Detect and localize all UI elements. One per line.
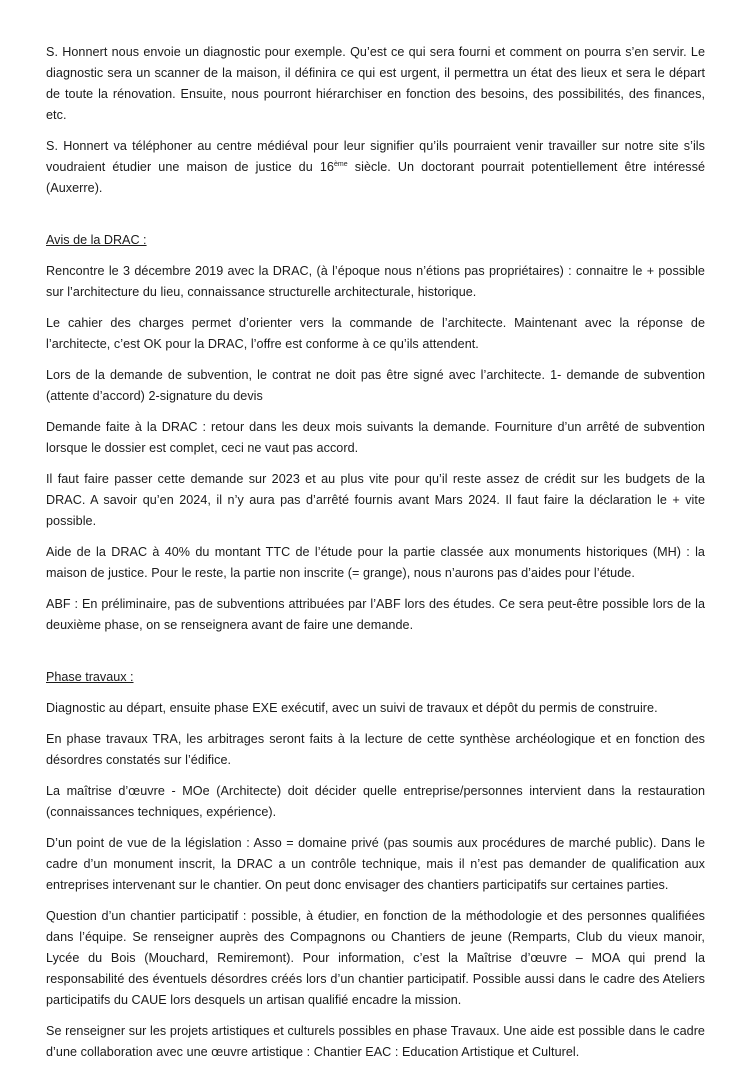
- superscript-eme: ème: [333, 161, 348, 168]
- paragraph-drac-7: ABF : En préliminaire, pas de subventions attribuées par l’ABF lors des études. Ce sera peut-être possible lors de la deuxième phase, on se renseignera avant de faire une demande.: [46, 597, 705, 632]
- paragraph-centre-medieval-end: siècle. Un doctorant pourrait potentiellement être intéressé (Auxerre).: [46, 160, 705, 195]
- paragraph-drac-1: Rencontre le 3 décembre 2019 avec la DRAC, (à l’époque nous n’étions pas propriétaires) : connaitre le + possible sur l’architecture du lieu, connaissance structurelle architecturale, historique.: [46, 264, 705, 299]
- paragraph-drac-6: Aide de la DRAC à 40% du montant TTC de l’étude pour la partie classée aux monuments historiques (MH) : la maison de justice. Pour le reste, la partie non inscrite (= grange), nous n’aurons pas d’aides pour l’étude.: [46, 545, 705, 580]
- heading-avis-drac: Avis de la DRAC :: [46, 233, 147, 247]
- paragraph-travaux-2: En phase travaux TRA, les arbitrages seront faits à la lecture de cette synthèse archéologique et en fonction des désordres constatés sur l’édifice.: [46, 732, 705, 767]
- paragraph-drac-5: Il faut faire passer cette demande sur 2023 et au plus vite pour qu’il reste assez de crédit sur les budgets de la DRAC. A savoir qu’en 2024, il n’y aura pas d’arrêté fournis avant Mars 2024. Il faut faire la déclaration le + vite possible.: [46, 472, 705, 528]
- paragraph-drac-3: Lors de la demande de subvention, le contrat ne doit pas être signé avec l’architecte. 1- demande de subvention (attente d’accord) 2-signature du devis: [46, 368, 705, 403]
- paragraph-travaux-4: D’un point de vue de la législation : Asso = domaine privé (pas soumis aux procédures de marché public). Dans le cadre d’un monument inscrit, la DRAC a un contrôle technique, mais il n’est pas demander de qualification aux entreprises intervenant sur le chantier. On peut donc envisager des chantiers participatifs sur certaines parties.: [46, 836, 705, 892]
- paragraph-travaux-1: Diagnostic au départ, ensuite phase EXE exécutif, avec un suivi de travaux et dépôt du permis de construire.: [46, 701, 658, 715]
- paragraph-diagnostic: S. Honnert nous envoie un diagnostic pour exemple. Qu’est ce qui sera fourni et comment on pourra s’en servir. Le diagnostic sera un scanner de la maison, il définira ce qui est urgent, il permettra un état des lieux et sera le départ de toute la rénovation. Ensuite, nous pourront hiérarchiser en fonction des besoins, des possibilités, des finances, etc.: [46, 45, 705, 122]
- paragraph-drac-4: Demande faite à la DRAC : retour dans les deux mois suivants la demande. Fourniture d’un arrêté de subvention lorsque le dossier est complet, ceci ne vaut pas accord.: [46, 420, 705, 455]
- heading-phase-travaux: Phase travaux :: [46, 670, 134, 684]
- section-spacer: [46, 209, 705, 230]
- paragraph-travaux-3: La maîtrise d’œuvre - MOe (Architecte) doit décider quelle entreprise/personnes intervient dans la restauration (connaissances techniques, expérience).: [46, 784, 705, 819]
- paragraph-travaux-5: Question d’un chantier participatif : possible, à étudier, en fonction de la méthodologie et des personnes qualifiées dans l’équipe. Se renseigner auprès des Compagnons ou Chantiers de jeune (Remparts, Club du vieux manoir, Lycée du Bois (Mouchard, Remiremont). Pour information, c’est la Maîtrise d’œuvre – MOA qui prend la responsabilité des éventuels désordres créés lors d’un chantier participatif. Possible aussi dans le cadre des Ateliers participatifs du CAUE lors desquels un artisan qualifié encadre la mission.: [46, 909, 705, 1007]
- paragraph-centre-medieval-start: S. Honnert va téléphoner au centre médiéval pour leur signifier qu’ils pourraient venir travailler sur notre site s’ils voudraient étudier une maison de justice du 16: [46, 139, 705, 174]
- paragraph-centre-medieval: [46, 136, 705, 199]
- document-page: [46, 42, 705, 1073]
- paragraph-travaux-6: Se renseigner sur les projets artistiques et culturels possibles en phase Travaux. Une aide est possible dans le cadre d’une collaboration avec une œuvre artistique : Chantier EAC : Education Artistique et Culturel.: [46, 1024, 705, 1059]
- section-spacer: [46, 646, 705, 667]
- paragraph-drac-2: Le cahier des charges permet d’orienter vers la commande de l’architecte. Maintenant avec la réponse de l’architecte, c’est OK pour la DRAC, l’offre est conforme à ce qu’ils attendent.: [46, 316, 705, 351]
